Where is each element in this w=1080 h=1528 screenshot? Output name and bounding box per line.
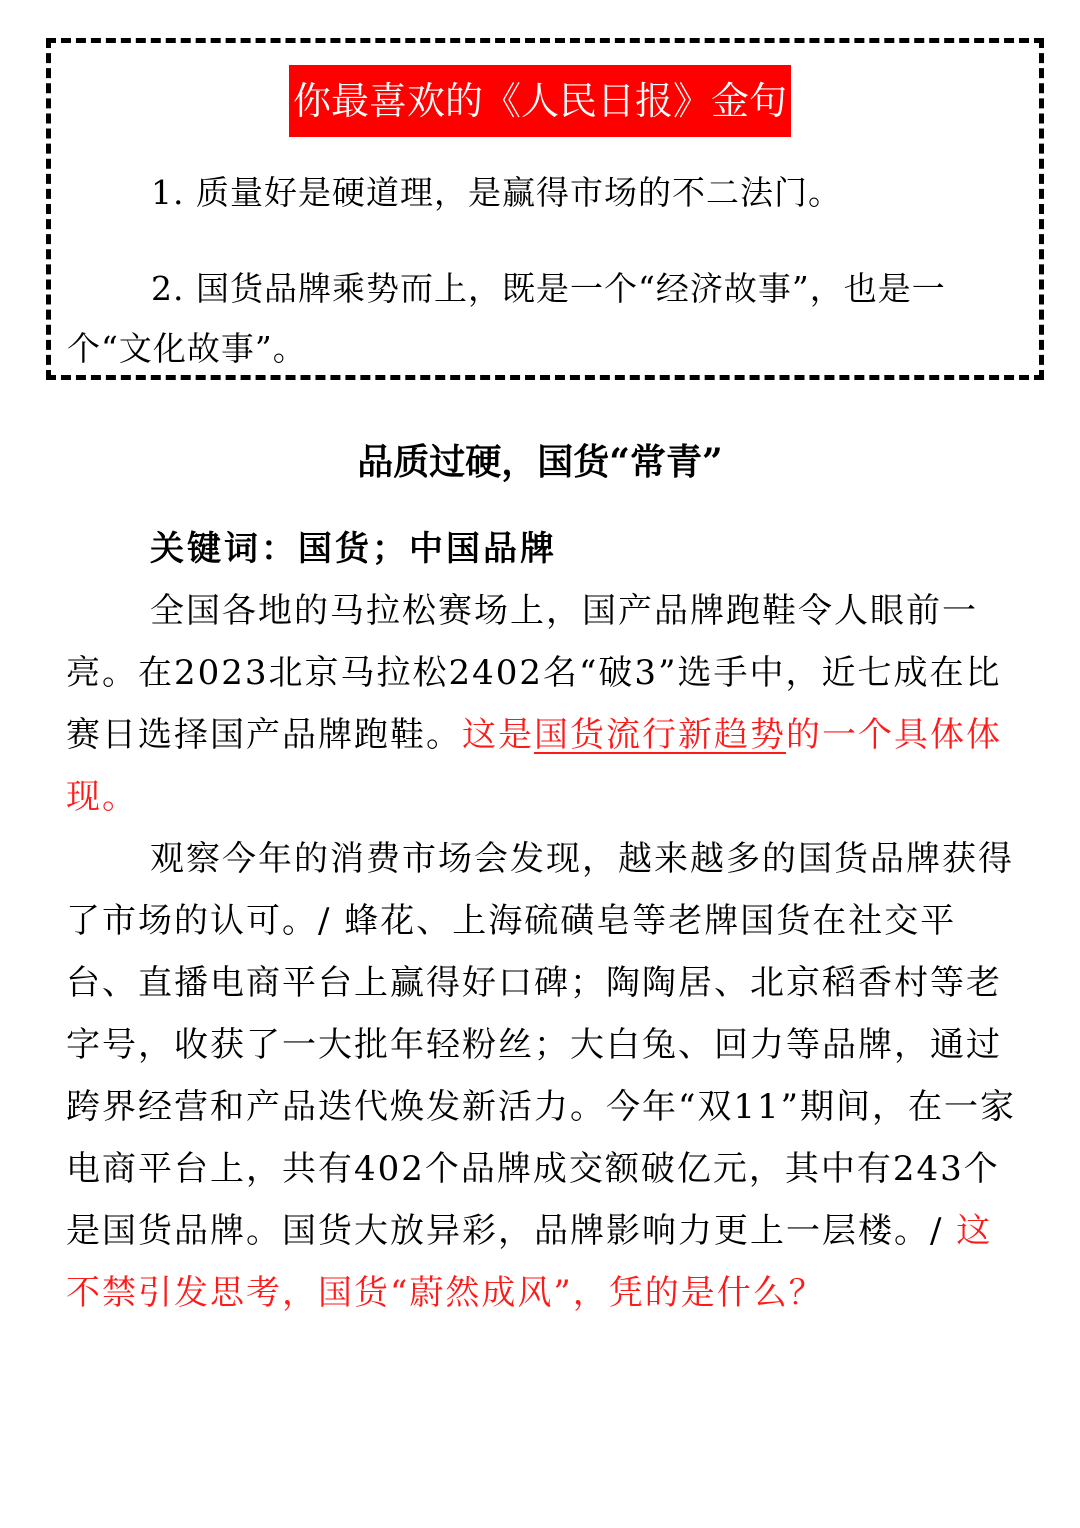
golden-quotes-box xyxy=(46,38,1044,380)
golden-quotes-title: 你最喜欢的《人民日报》金句 xyxy=(289,65,791,137)
highlight-suffix: 的一个具体体现。 xyxy=(66,715,1002,817)
highlight-question: 这不禁引发思考，国货“蔚然成风”，凭的是什么？ xyxy=(66,1211,993,1313)
article-title: 品质过硬，国货“常青” xyxy=(357,441,723,483)
highlight-prefix: 这是 xyxy=(462,715,534,755)
keywords-line: 关键词：国货；中国品牌 xyxy=(150,529,557,569)
highlight-underlined: 国货流行新趋势 xyxy=(534,715,786,755)
quote-item: 1. 质量好是硬道理，是赢得市场的不二法门。 xyxy=(151,173,842,212)
paragraph-market xyxy=(66,828,1026,1324)
quote-item: 2. 国货品牌乘势而上，既是一个“经济故事”，也是一个“文化故事”。 xyxy=(67,269,946,368)
paragraph-text: 全国各地的马拉松赛场上，国产品牌跑鞋令人眼前一亮。在2023北京马拉松2402名“破3”选手中，近七成在比赛日选择国产品牌跑鞋。 xyxy=(66,591,1002,755)
paragraph-text: 观察今年的消费市场会发现，越来越多的国货品牌获得了市场的认可。/ 蜂花、上海硫磺皂等老牌国货在社交平台、直播电商平台上赢得好口碑；陶陶居、北京稻香村等老字号，收获了一大批年轻粉丝；大白兔、回力等品牌，通过跨界经营和产品迭代焕发新活力。今年“双11”期间，在一家电商平台上，共有402个品牌成交额破亿元，其中有243个是国货品牌。国货大放异彩，品牌影响力更上一层楼。/ xyxy=(66,839,1017,1251)
paragraph-marathon xyxy=(66,580,1026,828)
